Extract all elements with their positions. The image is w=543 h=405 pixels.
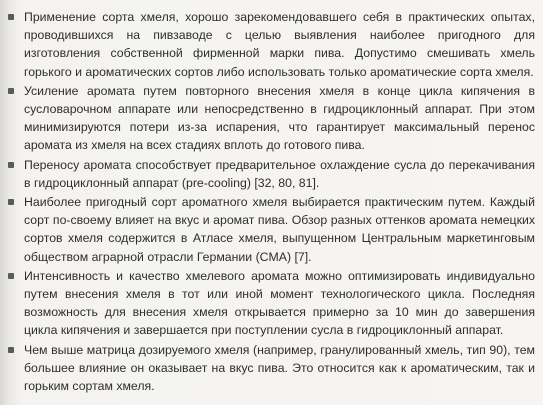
bullet-text: Переносу аромата способствует предварительное охлаждение сусла до перекачивания в гидроциклонный аппарат (pre-cooling) [32, 80, 81]. xyxy=(24,157,535,190)
bullet-marker-icon xyxy=(8,347,14,353)
bullet-marker-icon xyxy=(8,162,14,168)
bullet-item-5 xyxy=(0,267,543,340)
bullet-text: Усиление аромата путем повторного внесения хмеля в конце цикла кипячения в сусловарочном аппарате или непосредственно в гидроциклонный аппарат. При этом минимизируются потери из-за испарения, что гарантирует максимальный перенос аромата из хмеля на всех стадиях вплоть до готового пива. xyxy=(24,83,535,153)
bullet-item-4 xyxy=(0,193,543,266)
bullet-text: Чем выше матрица дозируемого хмеля (например, гранулированный хмель, тип 90), тем большее влияние он оказывает на вкус пива. Это относится как к ароматическим, так и горьким сортам хмеля. xyxy=(24,342,535,394)
bullet-list xyxy=(0,8,543,396)
bullet-item-3 xyxy=(0,156,543,192)
bullet-marker-icon xyxy=(8,199,14,205)
bullet-item-1 xyxy=(0,8,543,81)
bullet-item-2 xyxy=(0,82,543,155)
bullet-text: Применение сорта хмеля, хорошо зарекомендовавшего себя в практических опытах, проводившихся на пивзаводе с целью выявления наиболее пригодного для изготовления собственной фирменной марки пива. Допустимо смешивать хмель горького и ароматических сортов либо использовать только ароматические сорта хмеля. xyxy=(24,10,535,79)
bullet-marker-icon xyxy=(8,273,14,279)
bullet-text: Наиболее пригодный сорт ароматного хмеля выбирается практическим путем. Каждый сорт по-своему влияет на вкус и аромат пива. Обзор разных оттенков аромата немецких сортов хмеля содержится в Атласе хмеля, выпущенном Центральным маркетинговым обществом аграрной отрасли Германии (CMA) [7]. xyxy=(24,195,535,264)
bullet-marker-icon xyxy=(8,88,14,94)
bullet-text: Интенсивность и качество хмелевого аромата можно оптимизировать индивидуально путем внесения хмеля в тот или иной момент технологического цикла. Последняя возможность для внесения хмеля открывается примерно за 10 мин до завершения цикла кипячения и завершается при поступлении сусла в гидроциклонный аппарат. xyxy=(24,268,535,338)
bullet-item-6 xyxy=(0,341,543,396)
bullet-marker-icon xyxy=(8,14,14,20)
